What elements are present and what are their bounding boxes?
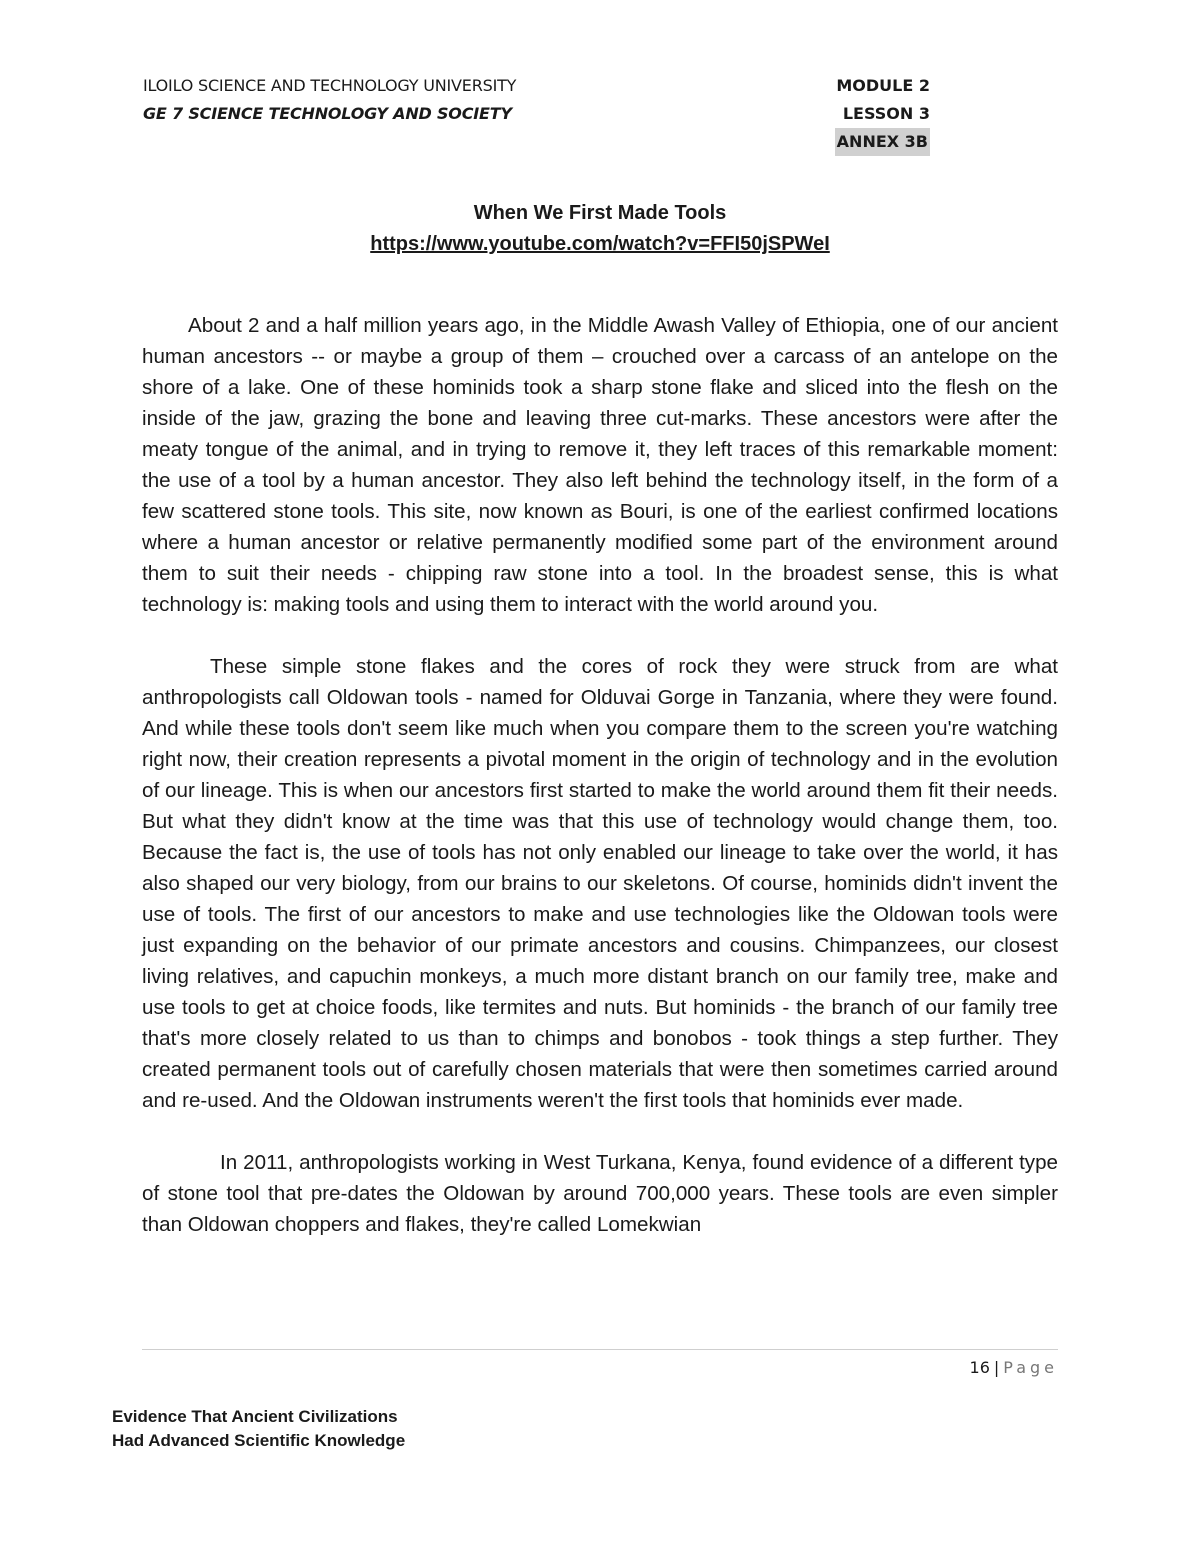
footer-divider (142, 1349, 1058, 1350)
header-left (143, 72, 516, 128)
header-right (835, 72, 930, 156)
module-label: MODULE 2 (836, 76, 930, 95)
article-body (142, 310, 1058, 1271)
article-title: When We First Made Tools (473, 202, 727, 224)
paragraph-2: These simple stone flakes and the cores of rock they were struck from are what anthropologists call Oldowan tools - named for Olduvai Gorge in Tanzania, where they were found. And while these tools don't seem like much when you compare them to the screen you're watching right now, their creation represents a pivotal moment in the origin of technology and in the evolution of our lineage. This is when our ancestors first started to make the world around them fit their needs. But what they didn't know at the time was that this use of technology would change them, too. Because the fact is, the use of tools has not only enabled our lineage to take over the world, it has also shaped our very biology, from our brains to our skeletons. Of course, hominids didn't invent the use of tools. The first of our ancestors to make and use technologies like the Oldowan tools were just expanding on the behavior of our primate ancestors and cousins. Chimpanzees, our closest living relatives, and capuchin monkeys, a much more distant branch on our family tree, make and use tools to get at choice foods, like termites and nuts. But hominids - the branch of our family tree that's more closely related to us than to chimps and bonobos - took things a step further. They created permanent tools out of carefully chosen materials that were then sometimes carried around and re-used. And the Oldowan instruments weren't the first tools that hominids ever made. (142, 655, 1058, 1112)
page-number (970, 1355, 1058, 1381)
article-heading (0, 198, 1200, 260)
video-link[interactable]: https://www.youtube.com/watch?v=FFI50jSPWeI (370, 233, 830, 255)
lesson-label: LESSON 3 (842, 104, 930, 123)
paragraph-3: In 2011, anthropologists working in West Turkana, Kenya, found evidence of a different type of stone tool that pre-dates the Oldowan by around 700,000 years. These tools are even simpler than Oldowan choppers and flakes, they're called Lomekwian (142, 1151, 1058, 1236)
course-title: GE 7 SCIENCE TECHNOLOGY AND SOCIETY (143, 104, 512, 123)
caption-line-1: Evidence That Ancient Civilizations (112, 1407, 398, 1426)
page-label: Page (1003, 1358, 1058, 1377)
page-number-value: 16 (969, 1358, 990, 1377)
annex-label: ANNEX 3B (835, 128, 930, 156)
caption-line-2: Had Advanced Scientific Knowledge (112, 1431, 406, 1450)
page-number-separator: | (993, 1358, 1000, 1377)
university-name: ILOILO SCIENCE AND TECHNOLOGY UNIVERSITY (143, 76, 517, 95)
bottom-caption (112, 1405, 405, 1453)
paragraph-1: About 2 and a half million years ago, in the Middle Awash Valley of Ethiopia, one of our ancient human ancestors -- or maybe a group of them – crouched over a carcass of an antelope on the shore of a lake. One of these hominids took a sharp stone flake and sliced into the flesh on the inside of the jaw, grazing the bone and leaving three cut-marks. These ancestors were after the meaty tongue of the animal, and in trying to remove it, they left traces of this remarkable moment: the use of a tool by a human ancestor. They also left behind the technology itself, in the form of a few scattered stone tools. This site, now known as Bouri, is one of the earliest confirmed locations where a human ancestor or relative permanently modified some part of the environment around them to suit their needs - chipping raw stone into a tool. In the broadest sense, this is what technology is: making tools and using them to interact with the world around you. (142, 314, 1058, 616)
